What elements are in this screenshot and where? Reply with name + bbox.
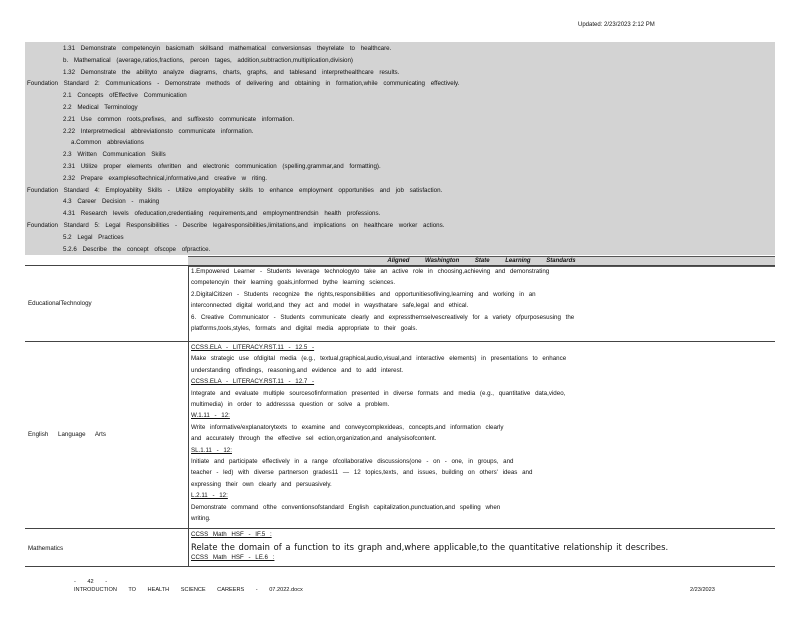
standard-text: writing. (191, 515, 211, 522)
standard-text: 1.Empowered Learner - Students leverage technologyto take an active role in choosing,achieving and demonstrating (191, 268, 550, 275)
updated-timestamp: Updated: 2/23/2023 2:12 PM (578, 22, 655, 28)
standard-item: b. Mathematical (average,ratios,fractions, percen tages, addition,subtraction,multiplication,division) (63, 56, 353, 64)
standard-text: Relate the domain of a function to its graph and,where applicable,to the quantitative relationship it describes. (191, 542, 669, 553)
standard-text: interconnected digital world,and they act and model in waysthatare safe,legal and ethical. (191, 302, 469, 310)
standard-code: CCSS Math HSF - LE.6 : (191, 553, 275, 561)
footer-course-title: INTRODUCTION TO HEALTH SCIENCE CAREERS - 07.2022.docx (74, 587, 303, 593)
standard-item: 5.2.6 Describe the concept ofscope ofpractice. (63, 245, 211, 253)
standard-item: 5.2 Legal Practices (63, 233, 124, 241)
standard-code: CCSS.ELA - LITERACY.RST.11 - 12.5 - (191, 344, 315, 351)
standard-item: 2.2 Medical Terminology (63, 104, 138, 111)
standard-item: 2.22 Interpretmedical abbreviationsto communicate information. (63, 127, 254, 135)
standard-item: 1.31 Demonstrate competencyin basicmath skillsand mathematical conversionsas theyrelate to healthcare. (63, 45, 392, 52)
standard-text: 2.DigitalCitizen - Students recognize the rights,responsibilities and opportunitiesofliving,learning and working in an (191, 290, 536, 298)
standard-text: Integrate and evaluate multiple sourcesofinformation presented in diverse formats and media (e.g., quantitative data,video, (191, 389, 566, 397)
standard-item: 2.32 Prepare examplesoftechnical,informative,and creative w riting. (63, 174, 267, 182)
foundation-standards-block (25, 42, 775, 255)
standard-text: Write informative/explanatorytexts to examine and conveycomplexideas, concepts,and information clearly (191, 423, 504, 431)
foundation-standard-heading: Foundation Standard 4: Employability Skills - Utilize employability skills to enhance employment opportunities and job satisfaction. (27, 186, 443, 194)
table-top-rule (25, 265, 775, 266)
subject-label: EducationalTechnology (28, 300, 92, 307)
standard-text: Make strategic use ofdigital media (e.g., textual,graphical,audio,visual,and interactive elements) in presentations to enhance (191, 355, 567, 363)
subject-label: Mathematics (28, 545, 64, 552)
standard-code: CCSS.ELA - LITERACY.RST.11 - 12.7 - (191, 378, 315, 386)
standard-item: 2.1 Concepts ofEffective Communication (63, 92, 187, 100)
footer-page-number: - 42 - (74, 579, 108, 585)
row-divider (25, 341, 775, 342)
standard-item: 2.31 Utilize proper elements ofwritten and electronic communication (spelling,grammar,and formatting). (63, 163, 381, 170)
standard-text: multimedia) in order to addresssa question or solve a problem. (191, 401, 390, 408)
subject-label: English Language Arts (28, 431, 106, 438)
foundation-standard-heading: Foundation Standard 5: Legal Responsibilities - Describe legalresponsibilities,limitations,and implications on healthcare worker actions. (27, 222, 445, 229)
standard-text: Demonstrate command ofthe conventionsofstandard English capitalization,punctuation,and spelling when (191, 503, 501, 511)
standard-item: 2.21 Use common roots,prefixes, and suffixesto communicate information. (63, 115, 295, 123)
standard-item: 2.3 Written Communication Skills (63, 151, 166, 159)
standard-text: understanding offindings, reasoning,and evidence and to add interest. (191, 366, 404, 374)
standard-text: expressing their own clearly and persuasively. (191, 480, 332, 488)
standard-code: W.1.11 - 12: (191, 412, 230, 420)
standard-item: 1.32 Demonstrate the abilityto analyze diagrams, charts, graphs, and tablesand interprethealthcare results. (63, 68, 400, 76)
foundation-standard-heading: Foundation Standard 2: Communications - Demonstrate methods of delivering and obtaining in formation,while communicating effectively. (27, 80, 460, 88)
standard-code: CCSS Math HSF - IF.5 : (191, 531, 272, 538)
standard-text: Initiate and participate effectively in a range ofcollaborative discussions(one - on - one, in groups, and (191, 458, 514, 465)
standard-text: 6. Creative Communicator - Students communicate clearly and expressthemselvescreatively for a variety ofpurposesusing the (191, 313, 575, 321)
standard-text: teacher - led) with diverse partnerson grades11 — 12 topics,texts, and issues, building on others' ideas and (191, 469, 533, 477)
standard-text: platforms,tools,styles, formats and digital media appropriate to their goals. (191, 325, 418, 332)
standard-item: 4.31 Research levels ofeducation,credentialing requirements,and employmenttrendsin health professions. (63, 210, 381, 218)
standard-code: SL.1.11 - 12: (191, 446, 232, 454)
row-divider (25, 528, 775, 529)
table-divider (188, 265, 189, 567)
standard-item: 4.3 Career Decision - making (63, 198, 160, 206)
table-bottom-rule (25, 566, 775, 567)
standard-text: and accurately through the effective sel ection,organization,and analysisofcontent. (191, 435, 437, 443)
standard-code: L.2.11 - 12: (191, 492, 228, 500)
standard-item: a.Common abbreviations (71, 139, 144, 147)
aligned-standards-header: Aligned Washington State Learning Standards (188, 256, 775, 267)
standard-text: competencyin their learning goals,informed bythe learning sciences. (191, 279, 396, 287)
footer-date: 2/23/2023 (690, 587, 715, 593)
